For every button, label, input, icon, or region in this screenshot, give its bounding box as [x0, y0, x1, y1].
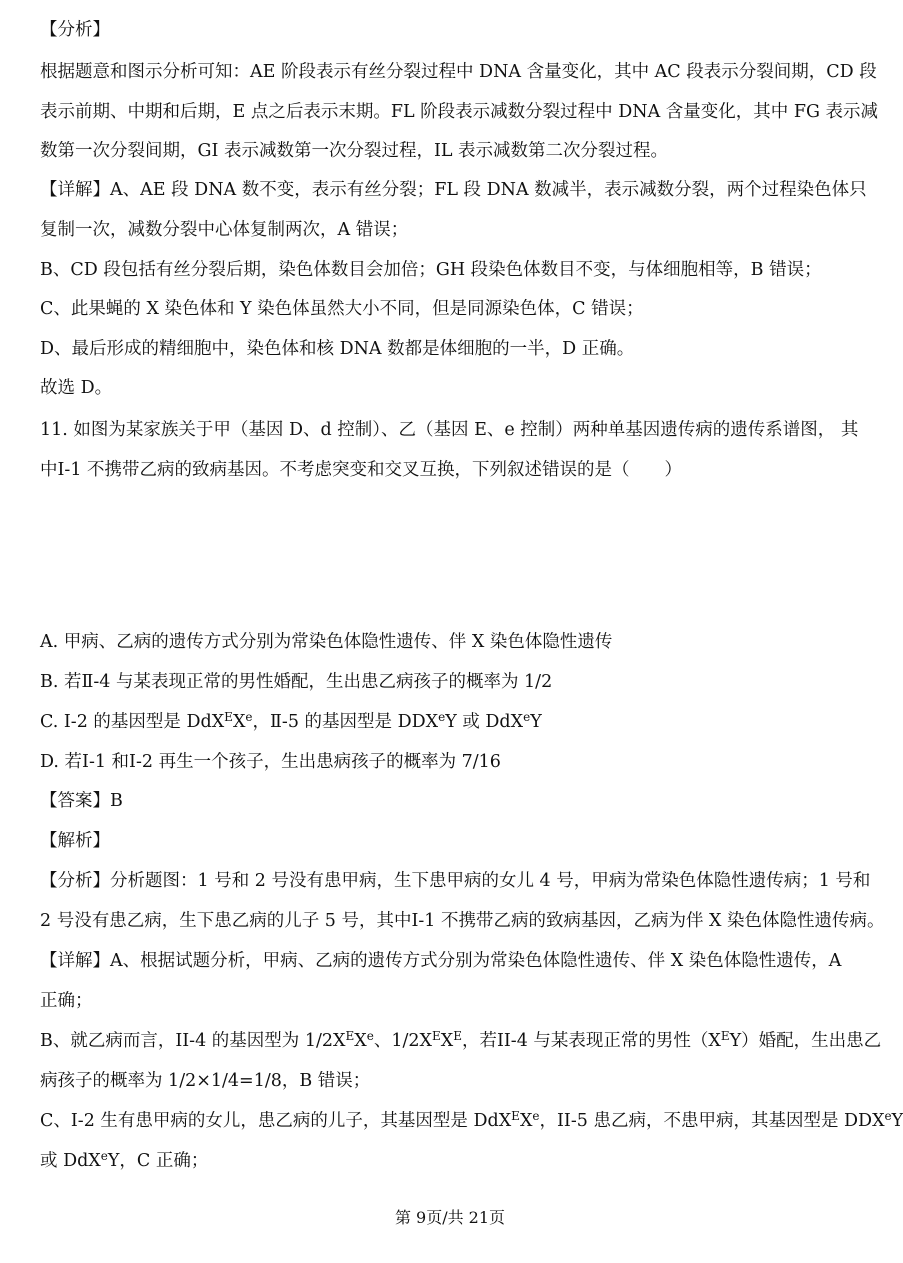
detail-line-3: B、CD 段包括有丝分裂后期，染色体数目会加倍；GH 段染色体数目不变，与体细胞相等，B 错误；	[40, 260, 822, 280]
answer: 【答案】B	[40, 791, 123, 811]
detail-line-4: C、此果蝇的 X 染色体和 Y 染色体虽然大小不同，但是同源染色体，C 错误；	[40, 299, 644, 319]
question-line-2: 中Ⅰ-1 不携带乙病的致病基因。不考虑突变和交叉互换，下列叙述错误的是（ ）	[40, 460, 683, 480]
detail-line-2: 复制一次，减数分裂中心体复制两次，A 错误；	[40, 220, 409, 240]
explain-analysis-line-1: 【分析】分析题图：1 号和 2 号没有患甲病，生下患甲病的女儿 4 号，甲病为常染色体隐性遗传病；1 号和	[40, 871, 871, 891]
explain-b-line-1: B、就乙病而言，II-4 的基因型为 $1/2X^EXe$、$1/2X^EX^E$，若II-4 与某表现正常的男性$(X^EY)$婚配，生出患乙	[40, 1029, 882, 1051]
detail-line-1: 【详解】A、AE 段 DNA 数不变，表示有丝分裂；FL 段 DNA 数减半，表示减数分裂，两个过程染色体只	[40, 180, 867, 200]
analysis-line-3: 数第一次分裂间期，GI 表示减数第一次分裂过程，IL 表示减数第二次分裂过程。	[40, 141, 669, 161]
analysis-line-1: 根据题意和图示分析可知：AE 阶段表示有丝分裂过程中 DNA 含量变化，其中 AC 段表示分裂间期，CD 段	[40, 62, 877, 82]
explain-c-line-2: 或 DdX$^e$Y，C 正确；	[40, 1149, 209, 1171]
page-number-footer: 第 9页/共 21页	[394, 1208, 506, 1227]
explain-header: 【解析】	[40, 831, 110, 851]
explain-b-line-2: 病孩子的概率为 1/2×1/4=1/8，B 错误；	[40, 1071, 371, 1091]
option-b: B. 若Ⅱ-4 与某表现正常的男性婚配，生出患乙病孩子的概率为 1/2	[40, 672, 553, 692]
pedigree-figure-area	[40, 495, 860, 613]
option-c: C. Ⅰ-2 的基因型是 DdX$^E$Xe，Ⅱ-5 的基因型是 DDXeY 或 DdX$^e$Y	[40, 710, 542, 732]
explain-detail-line-2: 正确；	[40, 991, 93, 1011]
option-a: A. 甲病、乙病的遗传方式分别为常染色体隐性遗传、伴 X 染色体隐性遗传	[40, 632, 613, 652]
analysis-header: 【分析】	[40, 20, 110, 40]
explain-analysis-line-2: 2 号没有患乙病，生下患乙病的儿子 5 号，其中I-1 不携带乙病的致病基因，乙病为伴 X 染色体隐性遗传病。	[40, 911, 885, 931]
explain-c-line-1: C、I-2 生有患甲病的女儿，患乙病的儿子，其基因型是 DdX$^E$Xe，II-5 患乙病，不患甲病，其基因型是 DDXeY	[40, 1109, 903, 1131]
option-d: D. 若Ⅰ-1 和Ⅰ-2 再生一个孩子，生出患病孩子的概率为 7/16	[40, 752, 501, 772]
detail-line-6: 故选 D。	[40, 378, 113, 398]
analysis-line-2: 表示前期、中期和后期，E 点之后表示末期。FL 阶段表示减数分裂过程中 DNA 含量变化，其中 FG 表示减	[40, 102, 879, 122]
explain-detail-line-1: 【详解】A、根据试题分析，甲病、乙病的遗传方式分别为常染色体隐性遗传、伴 X 染色体隐性遗传，A	[40, 951, 842, 971]
question-line-1: 11. 如图为某家族关于甲（基因 D、d 控制）、乙（基因 E、e 控制）两种单基因遗传病的遗传系谱图， 其	[40, 420, 859, 440]
detail-line-5: D、最后形成的精细胞中，染色体和核 DNA 数都是体细胞的一半，D 正确。	[40, 339, 635, 359]
